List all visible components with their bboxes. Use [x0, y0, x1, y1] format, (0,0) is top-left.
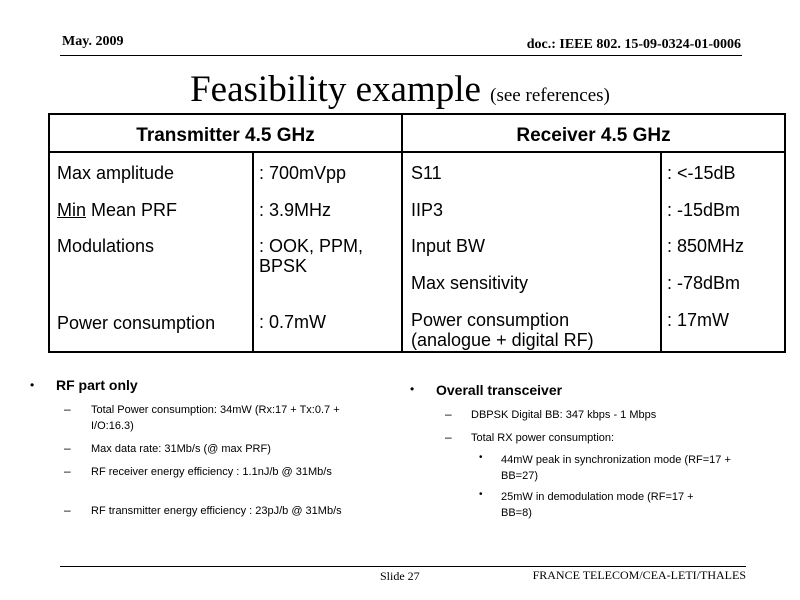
title-subtitle: (see references): [490, 85, 610, 106]
tx-value-min-mean-prf: : 3.9MHz: [259, 200, 332, 220]
right-item: DBPSK Digital BB: 347 kbps - 1 Mbps: [471, 409, 657, 421]
rx-header: Receiver 4.5 GHz: [516, 125, 671, 146]
header-divider: [60, 55, 742, 56]
title-main: Feasibility example: [190, 69, 481, 110]
tx-label-max-amplitude: Max amplitude: [57, 163, 175, 183]
table-border-bottom: [48, 351, 786, 353]
footer-divider: [60, 566, 746, 567]
left-item: Total Power consumption: 34mW (Rx:17 + Tx:0.7 + I/O:16.3): [91, 404, 340, 432]
tx-value-max-amplitude: : 700mVpp: [259, 163, 347, 183]
rx-value-s11: : <-15dB: [667, 163, 736, 183]
rx-value-max-sensitivity: : -78dBm: [667, 273, 741, 293]
dash-marker: –: [64, 464, 71, 478]
table-center-divider: [401, 113, 403, 353]
rx-label-iip3: IIP3: [411, 200, 444, 220]
table-border-top: [48, 113, 786, 115]
table-border-right: [784, 113, 786, 353]
right-item: Total RX power consumption:: [471, 432, 615, 444]
left-item: RF receiver energy efficiency : 1.1nJ/b @ 31Mb/s: [91, 466, 332, 478]
left-item: Max data rate: 31Mb/s (@ max PRF): [91, 443, 271, 455]
tx-label-mean-prf: Mean PRF: [86, 200, 178, 220]
table-rx-col-divider: [660, 151, 662, 353]
right-sub-item: 44mW peak in synchronization mode (RF=17 + BB=27): [501, 454, 731, 482]
footer-slide-number: Slide 27: [380, 569, 420, 583]
tx-value-modulations: : OOK, PPM, BPSK: [259, 236, 364, 276]
tx-value-power: : 0.7mW: [259, 312, 327, 332]
dash-marker: –: [445, 430, 452, 444]
footer-organization: FRANCE TELECOM/CEA-LETI/THALES: [532, 568, 746, 582]
table-tx-col-divider: [252, 151, 254, 353]
rx-value-power: : 17mW: [667, 310, 730, 330]
bullet-dot: •: [410, 382, 415, 396]
rx-value-iip3: : -15dBm: [667, 200, 741, 220]
dash-marker: –: [64, 441, 71, 455]
tx-label-min: Min: [57, 200, 87, 220]
right-heading: Overall transceiver: [436, 382, 563, 398]
header-date: May. 2009: [62, 34, 124, 49]
table-header-divider: [48, 151, 786, 153]
tx-header: Transmitter 4.5 GHz: [136, 125, 315, 146]
right-sub-item: 25mW in demodulation mode (RF=17 + BB=8): [501, 491, 694, 519]
rx-value-input-bw: : 850MHz: [667, 236, 745, 256]
left-item: RF transmitter energy efficiency : 23pJ/b @ 31Mb/s: [91, 505, 342, 517]
tx-label-min-mean-prf: [57, 200, 177, 220]
rx-label-power: Power consumption (analogue + digital RF): [411, 310, 594, 350]
rx-label-max-sensitivity: Max sensitivity: [411, 273, 529, 293]
bullet-dot: •: [479, 489, 483, 500]
dash-marker: –: [64, 402, 71, 416]
left-heading: RF part only: [56, 377, 138, 393]
tx-label-modulations: Modulations: [57, 236, 155, 256]
tx-label-power: Power consumption: [57, 313, 216, 333]
bullet-dot: •: [479, 452, 483, 463]
header-doc-id: doc.: IEEE 802. 15-09-0324-01-0006: [526, 37, 741, 52]
dash-marker: –: [445, 407, 452, 421]
slide-title: [0, 68, 800, 118]
rx-label-input-bw: Input BW: [411, 236, 486, 256]
dash-marker: –: [64, 503, 71, 517]
rx-label-s11: S11: [411, 163, 442, 183]
bullet-dot: •: [30, 378, 35, 392]
table-border-left: [48, 113, 50, 353]
